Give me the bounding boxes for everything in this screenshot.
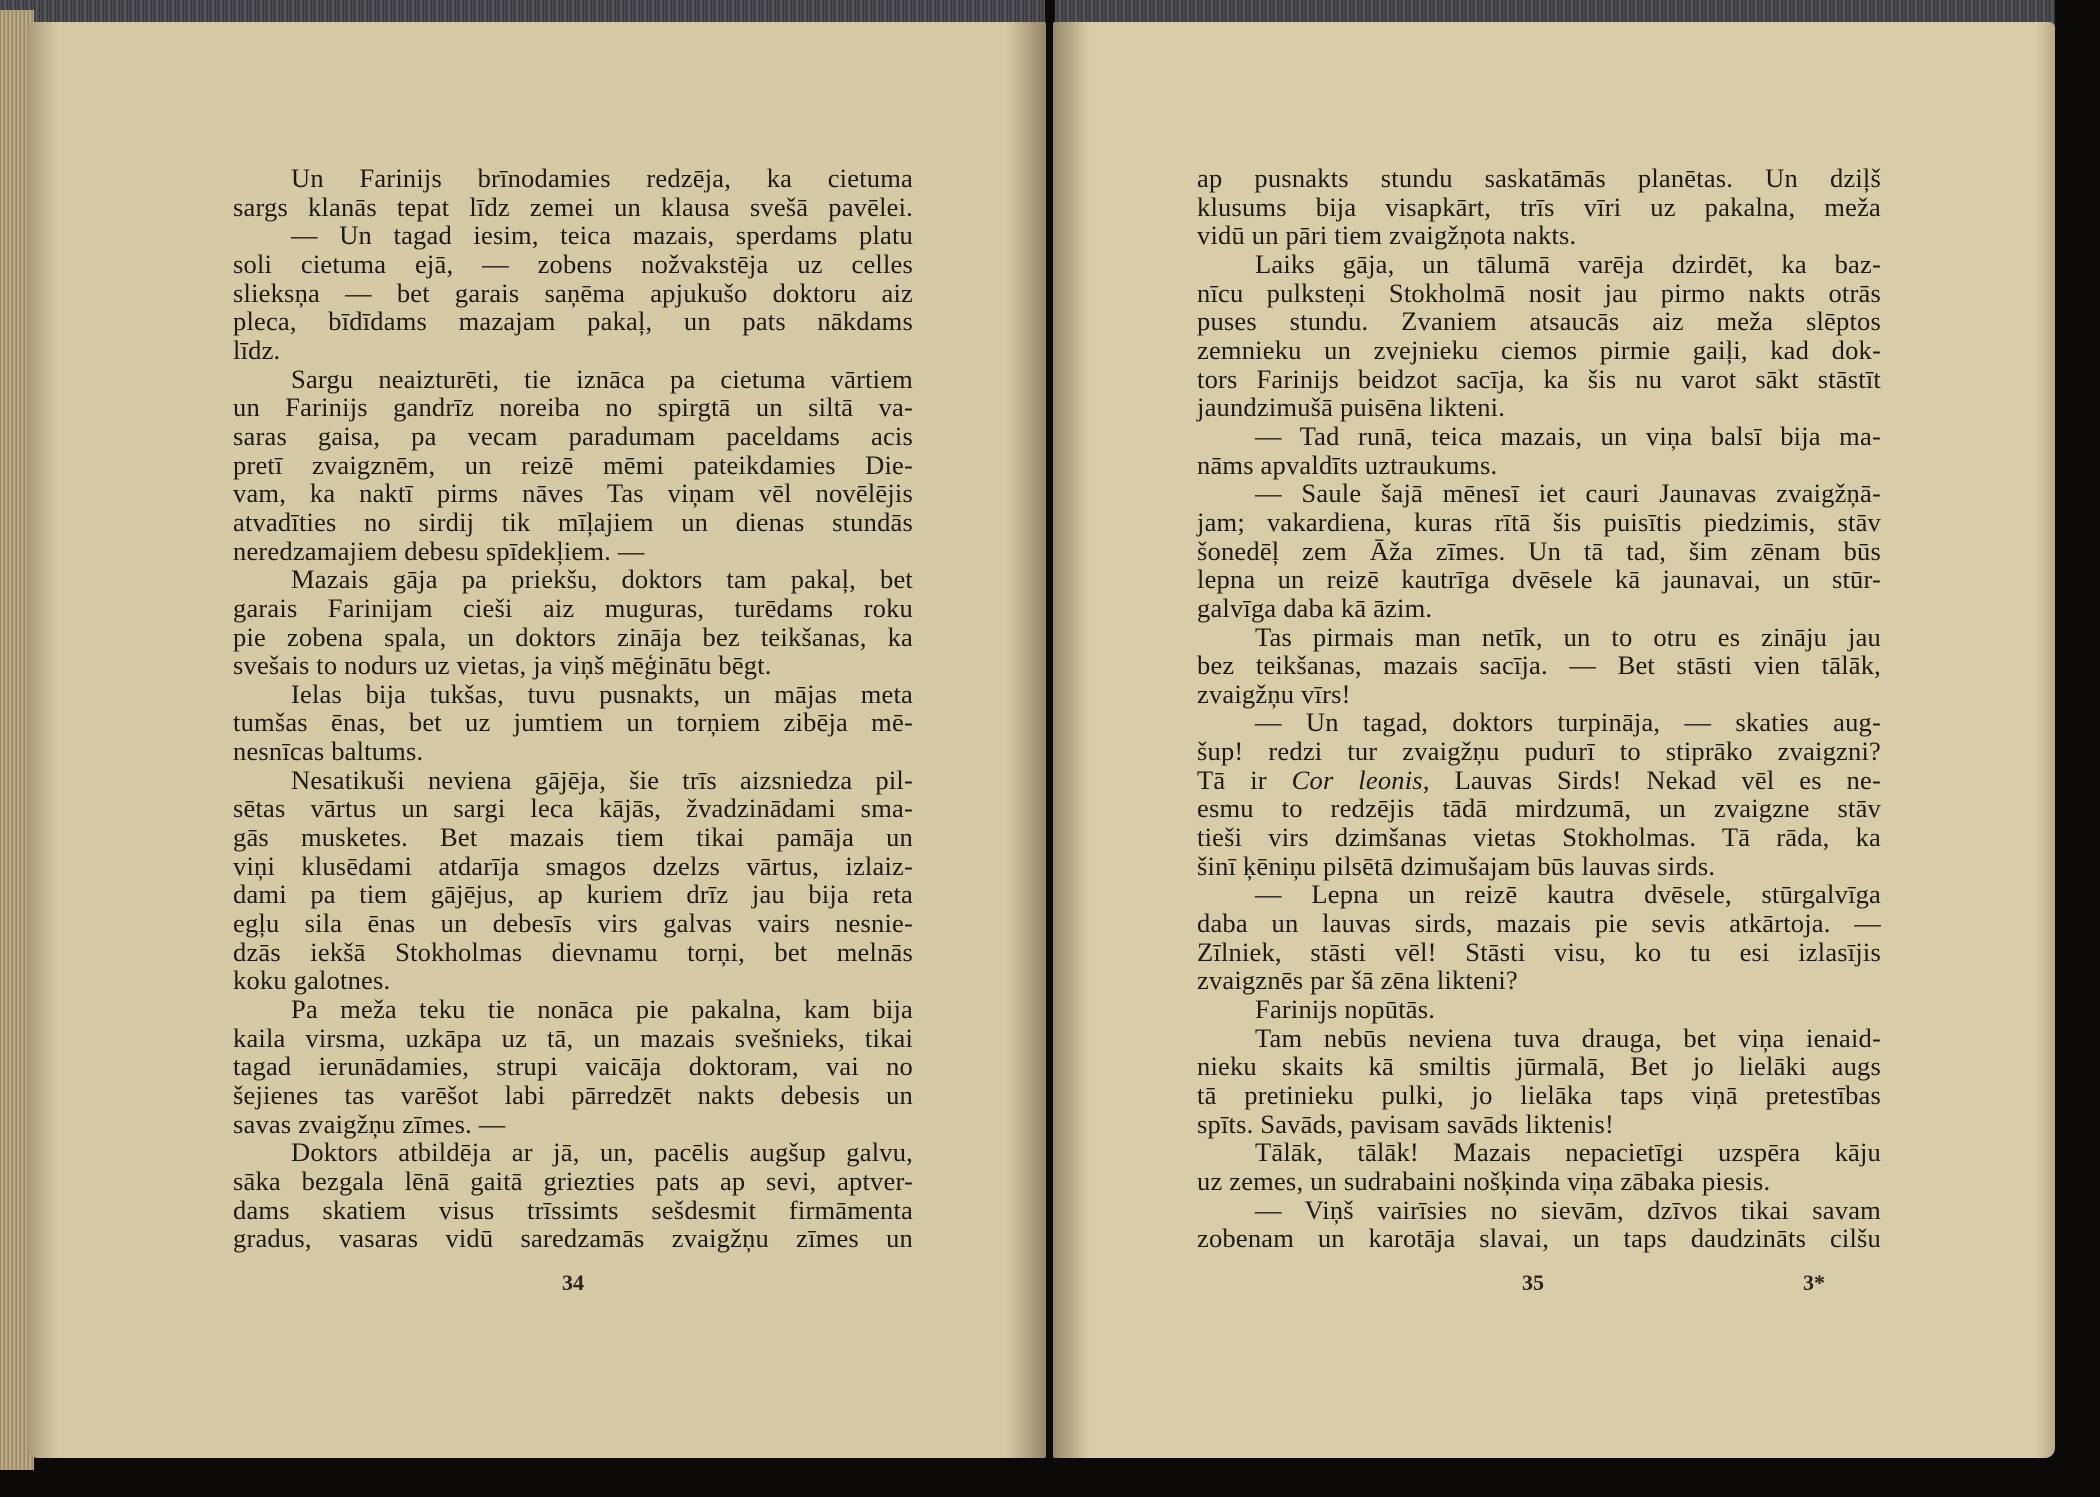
left-page (28, 22, 1046, 1458)
right-page-text (1197, 164, 1881, 1253)
text-line: nīcu pulksteņi Stokholmā nosit jau pirmo nakts otrās (1197, 277, 1881, 308)
text-line: tieši virs dzimšanas vietas Stokholmas. Tā rāda, ka (1197, 822, 1881, 853)
text-line: tumšas ēnas, bet uz jumtiem un torņiem zibēja mē- (233, 707, 913, 738)
text-line: Zīlniek, stāsti vēl! Stāsti visu, ko tu esi izlasījis (1197, 936, 1881, 967)
page-number-right: 35 (1522, 1270, 1544, 1295)
text-line: nāms apvaldīts uztraukums. (1197, 449, 1498, 480)
text-line: Un Farinijs brīnodamies redzēja, ka cietuma (291, 163, 913, 193)
text-line: egļu sila ēnas un debesīs virs galvas vairs nesnie- (233, 908, 913, 939)
text-line: garais Farinijam cieši aiz muguras, turēdams roku (233, 592, 913, 623)
text-line: šinī ķēniņu pilsētā dzimušajam būs lauvas sirds. (1197, 850, 1716, 881)
text-line: zemnieku un zvejnieku ciemos pirmie gaiļi, kad dok- (1197, 334, 1881, 365)
text-line: zvaigžņu vīrs! (1197, 678, 1351, 709)
text-line: — Tad runā, teica mazais, un viņa balsī bija ma- (1255, 420, 1881, 451)
text-line: — Lepna un reizē kautra dvēsele, stūrgalvīga (1255, 879, 1881, 910)
text-line: bez teikšanas, mazais sacīja. — Bet stāsti vien tālāk, (1197, 650, 1881, 681)
text-line: pleca, bīdīdams mazajam pakaļ, un pats nākdams (233, 306, 913, 337)
text-line: un Farinijs gandrīz noreiba no spirgtā un siltā va- (233, 392, 913, 423)
text-line: Laiks gāja, un tālumā varēja dzirdēt, ka baz- (1255, 248, 1881, 279)
text-line: vam, ka naktī pirms nāves Tas viņam vēl novēlējis (233, 478, 913, 509)
text-line: pie zobena spala, un doktors zināja bez teikšanas, ka (233, 621, 913, 652)
text-line: tagad ierunādamies, strupi vaicāja doktoram, vai no (233, 1051, 913, 1082)
text-line: Tam nebūs neviena tuva drauga, bet viņa ienaid- (1255, 1022, 1881, 1053)
text-line: zvaigznēs par šā zēna likteni? (1197, 965, 1518, 996)
page-number-left: 34 (562, 1270, 584, 1295)
text-line: ap pusnakts stundu saskatāmās planētas. Un dziļš (1197, 163, 1881, 193)
text-line: dams skatiem visus trīssimts sešdesmit firmāmenta (233, 1194, 913, 1225)
text-line: — Un tagad, doktors turpināja, — skaties aug- (1255, 707, 1881, 738)
text-line: daba un lauvas sirds, mazais pie sevis atkārtoja. — (1197, 908, 1881, 939)
text-line: šonedēļ zem Āža zīmes. Un tā tad, šim zēnam būs (1197, 535, 1881, 566)
text-line: esmu to redzējis tādā mirdzumā, un zvaigzne stāv (1197, 793, 1881, 824)
text-line: savas zvaigžņu zīmes. — (233, 1108, 506, 1139)
text-line: šup! redzi tur zvaigžņu pudurī to stiprāko zvaigzni? (1197, 736, 1881, 767)
text-line: Tā ir Cor leonis, Lauvas Sirds! Nekad vēl es ne- (1197, 764, 1881, 795)
text-line: jaundzimušā puisēna likteni. (1197, 392, 1506, 423)
left-page-text (233, 164, 913, 1253)
text-line: gās musketes. Bet mazais tiem tikai pamāja un (233, 822, 913, 853)
text-line: vidū un pāri tiem zvaigžņota nakts. (1197, 220, 1577, 251)
text-line: lepna un reizē kautrīga dvēsele kā jaunavai, un stūr- (1197, 564, 1881, 595)
text-line: tors Farinijs beidzot sacīja, ka šis nu varot sākt stāstīt (1197, 363, 1881, 394)
text-line: — Saule šajā mēnesī iet cauri Jaunavas zvaigžņā- (1255, 478, 1881, 509)
text-line: dami pa tiem gājējus, ap kuriem drīz jau bija reta (233, 879, 913, 910)
text-line: Ielas bija tukšas, tuvu pusnakts, un mājas meta (291, 678, 913, 709)
text-line: dzās iekšā Stokholmas dievnamu torņi, bet melnās (233, 936, 913, 967)
text-line: Pa meža teku tie nonāca pie pakalna, kam bija (291, 994, 913, 1025)
text-line: Sargu neaizturēti, tie iznāca pa cietuma vārtiem (291, 363, 913, 394)
text-line: nesnīcas baltums. (233, 736, 424, 767)
text-line: svešais to nodurs uz vietas, ja viņš mēģinātu bēgt. (233, 650, 772, 681)
italic-text: Cor leonis (1291, 764, 1423, 795)
text-line: nieku skaits kā smiltis jūrmalā, Bet jo lielāki augs (1197, 1051, 1881, 1082)
text-line: — Viņš vairīsies no sievām, dzīvos tikai savam (1255, 1194, 1881, 1225)
text-line: Mazais gāja pa priekšu, doktors tam pakaļ, bet (291, 564, 913, 595)
text-line: spīts. Savāds, pavisam savāds liktenis! (1197, 1108, 1615, 1139)
text-line: tā pretinieku pulki, jo lielāka taps viņā pretestības (1197, 1080, 1881, 1110)
text-line: galvīga daba kā āzim. (1197, 592, 1433, 623)
right-page (1053, 22, 2055, 1458)
text-line: klusums bija visapkārt, trīs vīri uz pakalna, meža (1197, 191, 1881, 222)
text-line: slieksņa — bet garais saņēma apjukušo doktoru aiz (233, 277, 913, 308)
text-line: Tas pirmais man netīk, un to otru es zināju jau (1255, 621, 1881, 652)
text-line: puses stundu. Zvaniem atsaucās aiz meža slēptos (1197, 306, 1881, 337)
text-line: Farinijs nopūtās. (1255, 994, 1436, 1025)
text-line: pretī zvaigznēm, un reizē mēmi pateikdamies Die- (233, 449, 913, 480)
signature-mark: 3* (1803, 1270, 1825, 1295)
text-line: atvadīties no sirdij tik mīļajiem un dienas stundās (233, 506, 913, 537)
text-line: sargs klanās tepat līdz zemei un klausa svešā pavēlei. (233, 191, 913, 222)
text-line: jam; vakardiena, kuras rītā šis puisītis piedzimis, stāv (1197, 506, 1881, 537)
text-line: zobenam un karotāja slavai, un taps daudzināts cilšu (1197, 1223, 1881, 1254)
text-line: saras gaisa, pa vecam paradumam paceldams acis (233, 420, 913, 451)
text-line: uz zemes, un sudrabaini nošķinda viņa zābaka piesis. (1197, 1165, 1771, 1196)
text-line: koku galotnes. (233, 965, 391, 996)
text-line: sētas vārtus un sargi leca kājās, žvadzinādami sma- (233, 793, 913, 824)
text-line: sāka bezgala lēnā gaitā griezties pats ap sevi, aptver- (233, 1165, 913, 1196)
text-line: Doktors atbildēja ar jā, un, pacēlis augšup galvu, (291, 1137, 913, 1168)
text-line: viņi klusēdami atdarīja smagos dzelzs vārtus, izlaiz- (233, 850, 913, 881)
text-line: šejienes tas varēšot labi pārredzēt nakts debesis un (233, 1080, 913, 1110)
text-line: — Un tagad iesim, teica mazais, sperdams platu (291, 220, 913, 251)
text-line: Nesatikuši neviena gājēja, šie trīs aizsniedza pil- (291, 764, 913, 795)
text-line: Tālāk, tālāk! Mazais nepacietīgi uzspēra kāju (1255, 1137, 1881, 1168)
text-line: neredzamajiem debesu spīdekļiem. — (233, 535, 645, 566)
text-line: līdz. (233, 334, 281, 365)
text-line: kaila virsma, uzkāpa uz tā, un mazais svešnieks, tikai (233, 1022, 913, 1053)
text-line: soli cietuma ejā, — zobens nožvakstēja uz celles (233, 248, 913, 279)
text-line: gradus, vasaras vidū saredzamās zvaigžņu zīmes un (233, 1223, 913, 1254)
